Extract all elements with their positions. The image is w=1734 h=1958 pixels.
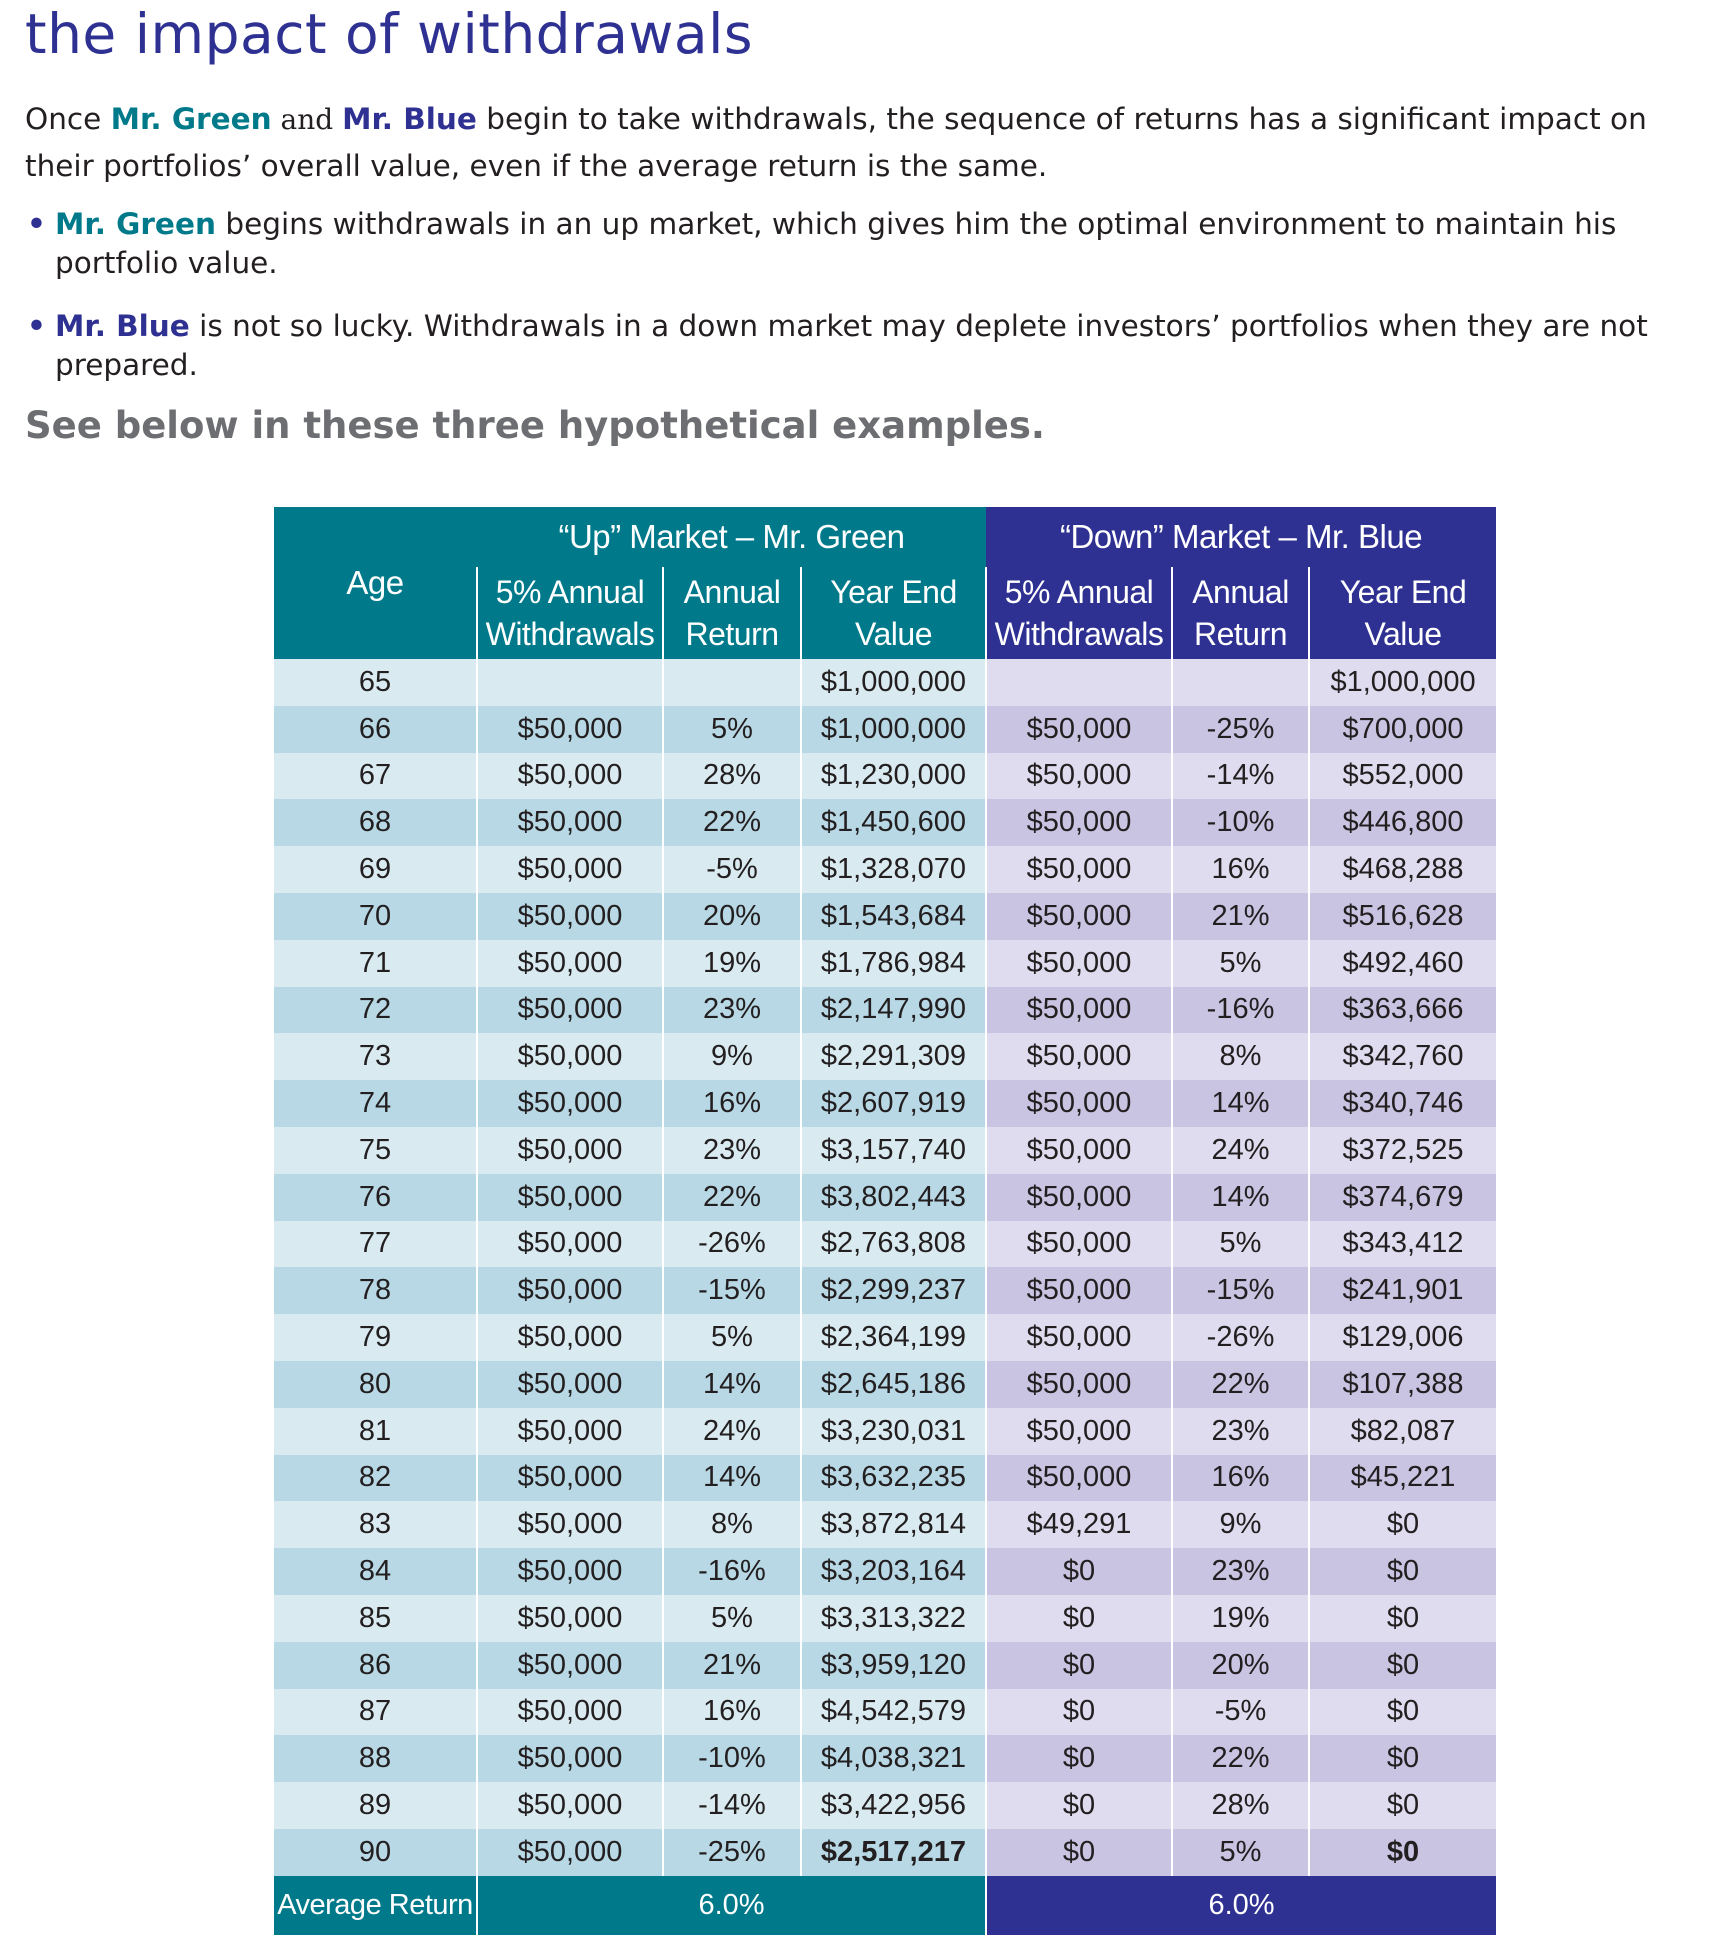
table-row [274,1174,1496,1221]
green-value-cell: $2,645,186 [801,1361,986,1408]
green-withdrawal-cell: $50,000 [477,1174,663,1221]
table-body [274,659,1496,1876]
blue-return-cell [1172,659,1309,706]
col-header-blue-return [1172,567,1309,659]
green-return-cell: 28% [663,753,801,800]
green-return-cell: -10% [663,1735,801,1782]
table-row [274,1080,1496,1127]
age-cell: 89 [274,1782,477,1829]
blue-value-cell: $0 [1309,1595,1496,1642]
blue-withdrawal-cell: $50,000 [986,799,1172,846]
green-return-cell: 23% [663,987,801,1034]
green-value-cell: $3,872,814 [801,1501,986,1548]
blue-value-cell: $374,679 [1309,1174,1496,1221]
age-cell: 72 [274,987,477,1034]
age-cell: 66 [274,706,477,753]
age-cell: 80 [274,1361,477,1408]
green-value-cell: $4,038,321 [801,1735,986,1782]
blue-withdrawal-cell: $50,000 [986,1267,1172,1314]
blue-return-cell: 16% [1172,1455,1309,1502]
blue-return-cell: -16% [1172,987,1309,1034]
green-return-cell: 16% [663,1080,801,1127]
col-header-age: Age [274,507,477,659]
col-header-blue-value [1309,567,1496,659]
bullet-item-blue [25,307,1725,385]
green-return-cell: 5% [663,1314,801,1361]
blue-withdrawal-cell: $0 [986,1782,1172,1829]
age-cell: 71 [274,940,477,987]
blue-return-cell: 23% [1172,1548,1309,1595]
table-row [274,1501,1496,1548]
green-withdrawal-cell: $50,000 [477,1782,663,1829]
green-value-cell: $3,203,164 [801,1548,986,1595]
blue-return-cell: 5% [1172,1829,1309,1876]
age-cell: 68 [274,799,477,846]
blue-value-cell: $492,460 [1309,940,1496,987]
blue-return-cell: -15% [1172,1267,1309,1314]
table-row [274,1267,1496,1314]
green-withdrawal-cell: $50,000 [477,799,663,846]
table-row [274,1642,1496,1689]
age-cell: 86 [274,1642,477,1689]
age-cell: 79 [274,1314,477,1361]
blue-value-cell: $372,525 [1309,1127,1496,1174]
blue-return-cell: 14% [1172,1174,1309,1221]
age-cell: 84 [274,1548,477,1595]
table-row [274,1314,1496,1361]
blue-return-cell: 24% [1172,1127,1309,1174]
green-value-cell: $1,230,000 [801,753,986,800]
age-cell: 81 [274,1408,477,1455]
blue-withdrawal-cell: $0 [986,1642,1172,1689]
green-value-cell: $2,364,199 [801,1314,986,1361]
bullet-text: is not so lucky. Withdrawals in a down market may deplete investors’ portfolios when they are not prepared. [55,309,1648,382]
green-withdrawal-cell: $50,000 [477,1595,663,1642]
blue-value-cell: $0 [1309,1735,1496,1782]
blue-withdrawal-cell: $50,000 [986,1455,1172,1502]
table-row [274,846,1496,893]
blue-withdrawal-cell [986,659,1172,706]
age-cell: 78 [274,1267,477,1314]
average-return-label: Average Return [274,1876,477,1935]
blue-value-cell: $82,087 [1309,1408,1496,1455]
green-value-cell: $3,157,740 [801,1127,986,1174]
blue-withdrawal-cell: $50,000 [986,987,1172,1034]
green-value-cell: $2,763,808 [801,1221,986,1268]
green-withdrawal-cell: $50,000 [477,1408,663,1455]
green-value-cell: $1,000,000 [801,706,986,753]
blue-withdrawal-cell: $0 [986,1829,1172,1876]
table-row [274,1735,1496,1782]
table-row [274,987,1496,1034]
blue-value-cell: $342,760 [1309,1033,1496,1080]
blue-withdrawal-cell: $50,000 [986,1314,1172,1361]
blue-withdrawal-cell: $50,000 [986,1408,1172,1455]
blue-value-cell: $0 [1309,1782,1496,1829]
green-value-cell: $1,000,000 [801,659,986,706]
blue-value-cell: $552,000 [1309,753,1496,800]
age-cell: 87 [274,1689,477,1736]
green-withdrawal-cell: $50,000 [477,1033,663,1080]
blue-value-cell: $107,388 [1309,1361,1496,1408]
age-cell: 90 [274,1829,477,1876]
green-withdrawal-cell: $50,000 [477,1267,663,1314]
intro-text-2: begin to take withdrawals, the sequence of returns has a significant impact on their portfolios’ overall value, even if the average return is the same. [25,102,1647,183]
blue-value-cell: $0 [1309,1689,1496,1736]
table-row [274,1033,1496,1080]
col-header-green-withdrawals [477,567,663,659]
average-return-row [274,1876,1496,1935]
green-return-cell: 22% [663,1174,801,1221]
green-return-cell: 9% [663,1033,801,1080]
green-return-cell: 24% [663,1408,801,1455]
header-line: Withdrawals [485,616,655,652]
green-withdrawal-cell: $50,000 [477,1127,663,1174]
blue-return-cell: -5% [1172,1689,1309,1736]
header-line: 5% Annual [495,574,645,610]
green-return-cell: -15% [663,1267,801,1314]
table-row [274,1127,1496,1174]
blue-withdrawal-cell: $50,000 [986,846,1172,893]
blue-value-cell: $129,006 [1309,1314,1496,1361]
green-value-cell: $3,230,031 [801,1408,986,1455]
green-value-cell: $1,786,984 [801,940,986,987]
blue-withdrawal-cell: $0 [986,1595,1172,1642]
green-value-cell: $3,313,322 [801,1595,986,1642]
age-cell: 75 [274,1127,477,1174]
age-cell: 82 [274,1455,477,1502]
table-row [274,1689,1496,1736]
intro-text-1: Once [25,102,111,136]
green-value-cell: $3,959,120 [801,1642,986,1689]
age-cell: 70 [274,893,477,940]
header-line: Year End [830,574,957,610]
blue-return-cell: -10% [1172,799,1309,846]
green-return-cell: 23% [663,1127,801,1174]
header-line: Value [855,616,932,652]
green-value-cell: $1,328,070 [801,846,986,893]
blue-withdrawal-cell: $49,291 [986,1501,1172,1548]
bullet-text: begins withdrawals in an up market, which gives him the optimal environment to maintain his portfolio value. [55,207,1617,280]
green-withdrawal-cell: $50,000 [477,706,663,753]
green-value-cell: $2,517,217 [801,1829,986,1876]
average-return-up: 6.0% [477,1876,986,1935]
green-value-cell: $2,291,309 [801,1033,986,1080]
age-cell: 76 [274,1174,477,1221]
green-withdrawal-cell: $50,000 [477,1221,663,1268]
blue-return-cell: 22% [1172,1735,1309,1782]
blue-withdrawal-cell: $50,000 [986,893,1172,940]
blue-withdrawal-cell: $50,000 [986,1221,1172,1268]
green-withdrawal-cell: $50,000 [477,1314,663,1361]
green-value-cell: $3,632,235 [801,1455,986,1502]
green-return-cell: 8% [663,1501,801,1548]
green-value-cell: $3,422,956 [801,1782,986,1829]
green-value-cell: $2,607,919 [801,1080,986,1127]
green-withdrawal-cell: $50,000 [477,1080,663,1127]
header-line: Annual [683,574,781,610]
bullet-item-green [25,205,1725,283]
blue-value-cell: $0 [1309,1548,1496,1595]
green-return-cell: 19% [663,940,801,987]
blue-value-cell: $363,666 [1309,987,1496,1034]
blue-withdrawal-cell: $50,000 [986,1033,1172,1080]
group-header-down-market: “Down” Market – Mr. Blue [986,507,1496,567]
blue-withdrawal-cell: $50,000 [986,1127,1172,1174]
green-withdrawal-cell: $50,000 [477,1689,663,1736]
table-row [274,1548,1496,1595]
age-cell: 77 [274,1221,477,1268]
green-withdrawal-cell: $50,000 [477,1455,663,1502]
green-withdrawal-cell: $50,000 [477,940,663,987]
table-row [274,1595,1496,1642]
blue-withdrawal-cell: $50,000 [986,706,1172,753]
blue-value-cell: $446,800 [1309,799,1496,846]
table-row [274,1782,1496,1829]
blue-return-cell: 23% [1172,1408,1309,1455]
blue-value-cell: $0 [1309,1829,1496,1876]
table-row [274,1829,1496,1876]
age-cell: 73 [274,1033,477,1080]
green-withdrawal-cell: $50,000 [477,1548,663,1595]
green-withdrawal-cell: $50,000 [477,846,663,893]
green-withdrawal-cell: $50,000 [477,1829,663,1876]
bullet-icon: • [27,207,46,241]
blue-withdrawal-cell: $50,000 [986,1361,1172,1408]
blue-withdrawal-cell: $0 [986,1735,1172,1782]
bullet-name: Mr. Blue [55,309,190,343]
green-value-cell: $4,542,579 [801,1689,986,1736]
green-return-cell: -26% [663,1221,801,1268]
table-row [274,659,1496,706]
blue-return-cell: 14% [1172,1080,1309,1127]
green-withdrawal-cell: $50,000 [477,1642,663,1689]
header-line: Withdrawals [994,616,1164,652]
table-row [274,799,1496,846]
green-return-cell: 20% [663,893,801,940]
header-line: Value [1364,616,1442,652]
blue-withdrawal-cell: $50,000 [986,940,1172,987]
green-withdrawal-cell: $50,000 [477,893,663,940]
blue-return-cell: 19% [1172,1595,1309,1642]
blue-withdrawal-cell: $50,000 [986,753,1172,800]
green-value-cell: $1,450,600 [801,799,986,846]
table-row [274,893,1496,940]
header-line: Annual [1192,574,1289,610]
blue-withdrawal-cell: $50,000 [986,1080,1172,1127]
green-withdrawal-cell: $50,000 [477,1361,663,1408]
blue-return-cell: -26% [1172,1314,1309,1361]
page-title: the impact of withdrawals [25,2,754,66]
green-return-cell: -16% [663,1548,801,1595]
blue-return-cell: 5% [1172,940,1309,987]
blue-value-cell: $241,901 [1309,1267,1496,1314]
green-value-cell: $3,802,443 [801,1174,986,1221]
blue-return-cell: 5% [1172,1221,1309,1268]
blue-return-cell: 22% [1172,1361,1309,1408]
blue-value-cell: $343,412 [1309,1221,1496,1268]
blue-return-cell: 21% [1172,893,1309,940]
blue-return-cell: 8% [1172,1033,1309,1080]
blue-value-cell: $516,628 [1309,893,1496,940]
green-return-cell: -14% [663,1782,801,1829]
blue-return-cell: 9% [1172,1501,1309,1548]
green-withdrawal-cell: $50,000 [477,987,663,1034]
green-value-cell: $2,147,990 [801,987,986,1034]
green-withdrawal-cell: $50,000 [477,753,663,800]
blue-value-cell: $0 [1309,1501,1496,1548]
table-row [274,1455,1496,1502]
blue-return-cell: 28% [1172,1782,1309,1829]
table-row [274,940,1496,987]
age-cell: 67 [274,753,477,800]
age-cell: 74 [274,1080,477,1127]
blue-return-cell: -25% [1172,706,1309,753]
intro-and: and [271,103,343,136]
table-row [274,1361,1496,1408]
mr-green-name: Mr. Green [110,102,272,136]
average-return-down: 6.0% [986,1876,1496,1935]
header-line: Return [1193,616,1288,652]
col-header-green-value [801,567,986,659]
green-return-cell: -5% [663,846,801,893]
blue-return-cell: 20% [1172,1642,1309,1689]
mr-blue-name: Mr. Blue [342,102,477,136]
header-line: Year End [1339,574,1467,610]
col-header-blue-withdrawals [986,567,1172,659]
blue-value-cell: $700,000 [1309,706,1496,753]
group-header-up-market: “Up” Market – Mr. Green [477,507,986,567]
green-return-cell: 16% [663,1689,801,1736]
blue-withdrawal-cell: $0 [986,1689,1172,1736]
table-row [274,753,1496,800]
green-return-cell: -25% [663,1829,801,1876]
green-return-cell: 22% [663,799,801,846]
table-row [274,1408,1496,1455]
table-row [274,706,1496,753]
blue-value-cell: $1,000,000 [1309,659,1496,706]
subheading: See below in these three hypothetical examples. [25,404,1045,447]
green-return-cell: 5% [663,1595,801,1642]
blue-withdrawal-cell: $0 [986,1548,1172,1595]
green-withdrawal-cell: $50,000 [477,1501,663,1548]
blue-withdrawal-cell: $50,000 [986,1174,1172,1221]
header-line: 5% Annual [1004,574,1154,610]
blue-value-cell: $0 [1309,1642,1496,1689]
blue-value-cell: $45,221 [1309,1455,1496,1502]
bullet-name: Mr. Green [55,207,216,241]
green-return-cell: 14% [663,1455,801,1502]
green-return-cell: 21% [663,1642,801,1689]
green-withdrawal-cell [477,659,663,706]
age-cell: 88 [274,1735,477,1782]
blue-return-cell: -14% [1172,753,1309,800]
green-value-cell: $2,299,237 [801,1267,986,1314]
col-header-green-return [663,567,801,659]
green-return-cell: 14% [663,1361,801,1408]
withdrawals-table [274,507,1496,1935]
age-cell: 69 [274,846,477,893]
blue-value-cell: $340,746 [1309,1080,1496,1127]
blue-value-cell: $468,288 [1309,846,1496,893]
intro-paragraph [25,96,1715,189]
blue-return-cell: 16% [1172,846,1309,893]
bullet-list [25,205,1725,409]
green-return-cell: 5% [663,706,801,753]
header-line: Return [685,616,779,652]
age-cell: 85 [274,1595,477,1642]
table-row [274,1221,1496,1268]
age-cell: 83 [274,1501,477,1548]
bullet-icon: • [27,309,46,343]
age-cell: 65 [274,659,477,706]
green-return-cell [663,659,801,706]
green-withdrawal-cell: $50,000 [477,1735,663,1782]
green-value-cell: $1,543,684 [801,893,986,940]
